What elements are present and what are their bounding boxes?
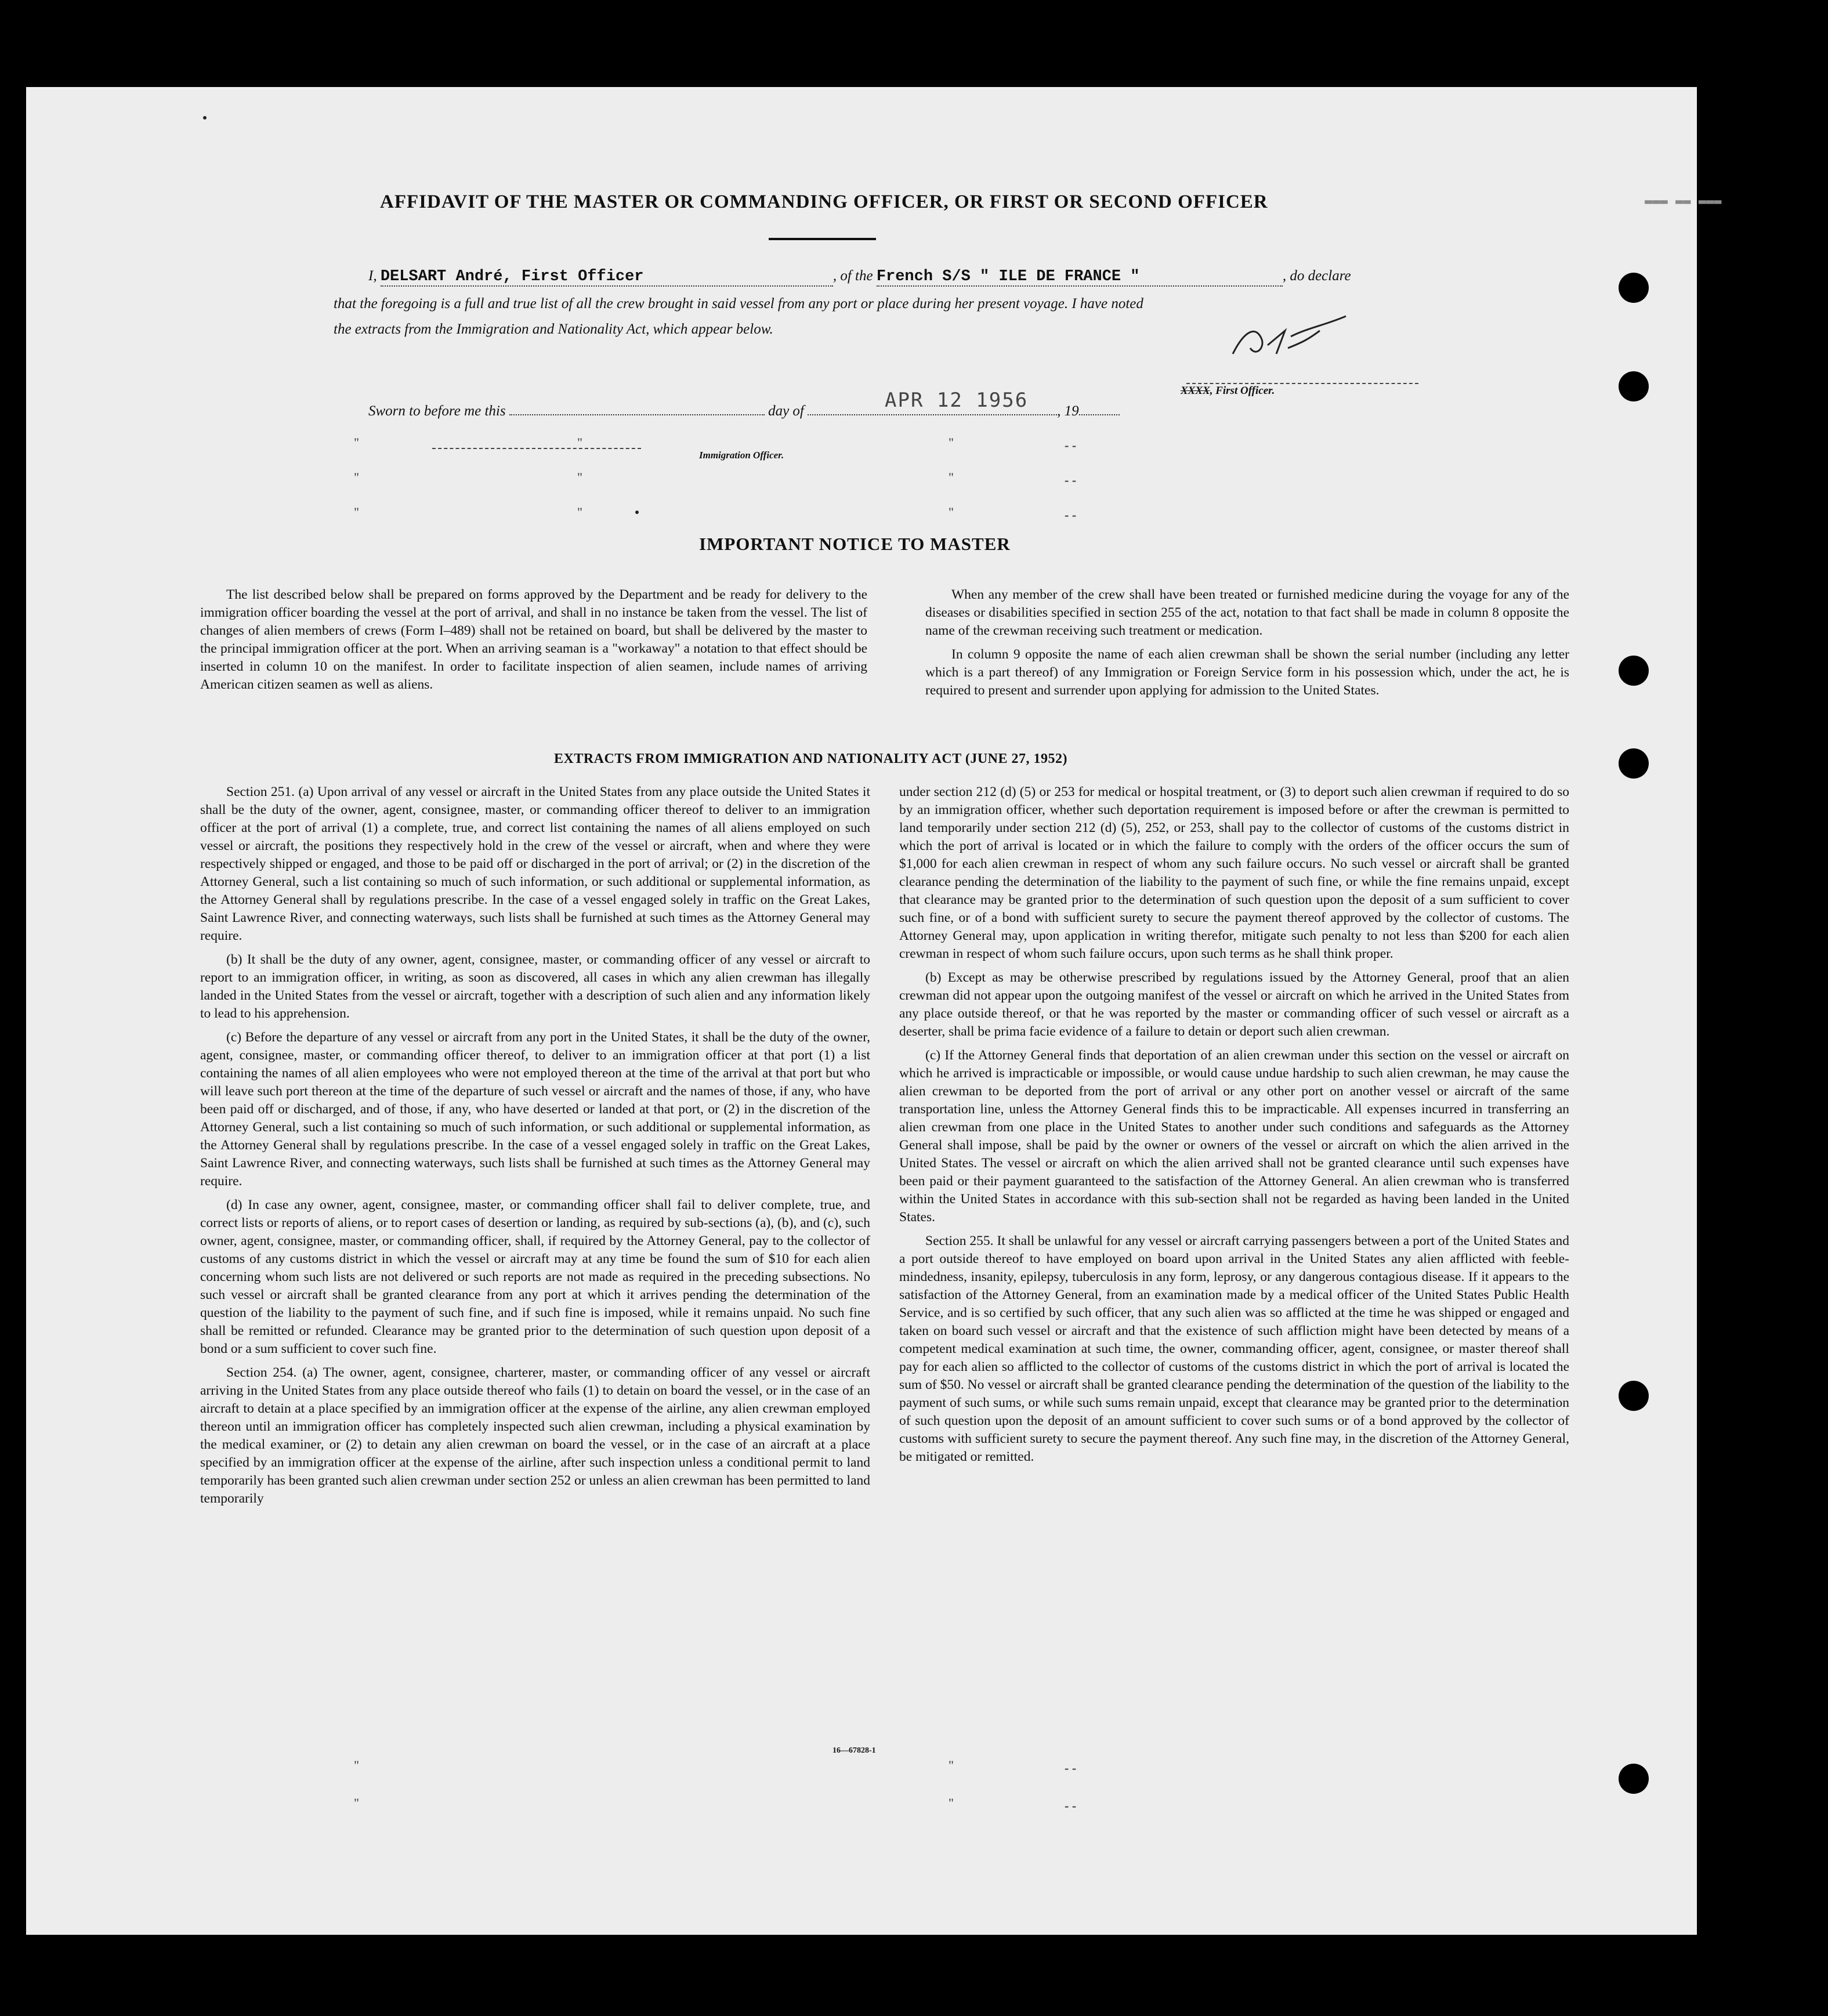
section-251b: (b) It shall be the duty of any owner, agent, consignee, master, or commanding officer of any vessel or aircraft to report to an immigration officer, in writing, as soon as discovered, all cases in which any alien crewman has illegally landed in the United States from the vessel or aircraft, together with a description of such alien and any information likely to lead to his apprehension. bbox=[200, 952, 870, 1021]
notice-right-text-2: In column 9 opposite the name of each alien crewman shall be shown the serial number (including any letter which is a part thereof) of any Immigration or Foreign Service form in his possession which, under the act, he is required to present and surrender upon applying for admission to the United States. bbox=[925, 647, 1569, 698]
declaration-line-1 bbox=[368, 268, 1351, 287]
day-of-label: day of bbox=[768, 403, 804, 419]
of-the-label: , of the bbox=[832, 268, 873, 284]
notice-left-column bbox=[200, 586, 867, 700]
section-251d: (d) In case any owner, agent, consignee, master, or commanding officer shall fail to deliver complete, true, and correct lists or reports of aliens, or to report cases of desertion or landing, as required by sub-sections (a), (b), and (c), such owner, agent, consignee, master, or commanding officer, shall, if required by the Attorney General, pay to the collector of customs of any customs district in which the vessel or aircraft may at any time be found the sum of $10 for each alien concerning whom such lists are not delivered or such reports are not made as required in the preceding subsections. No such vessel or aircraft shall be granted clearance from any port at which it arrives pending the determination of the question of the liability to the payment of such fine, and if such fine is imposed, while it remains unpaid. No such fine shall be remitted or refunded. Clearance may be granted prior to the determination of such question upon deposit of a bond or a sum sufficient to cover such fine. bbox=[200, 1197, 870, 1356]
do-declare-label: , do declare bbox=[1282, 268, 1351, 284]
ditto-mark: " bbox=[577, 470, 582, 484]
section-251a: Section 251. (a) Upon arrival of any vessel or aircraft in the United States from any place outside the United States it shall be the duty of the owner, agent, consignee, master, or commanding officer thereof to deliver to an immigration officer at the port of arrival (1) a complete, true, and correct list containing the names of all aliens employed on such vessel or aircraft, the positions they respectively hold in the crew of the vessel or aircraft, when and where they were respectively shipped or engaged, and those to be paid off or discharged in the port of arrival; or (2) in the discretion of the Attorney General, such a list containing so much of such information, or such additional or supplemental information, as the Attorney General shall by regulations prescribe. In the case of a vessel engaged solely in traffic on the Great Lakes, Saint Lawrence River, and connecting waterways, such lists shall be furnished at such times as the Attorney General may require. bbox=[200, 784, 870, 943]
immigration-officer-caption: Immigration Officer. bbox=[699, 450, 784, 461]
section-254b: (b) Except as may be otherwise prescribed by regulations issued by the Attorney General, proof that an alien crewman did not appear upon the outgoing manifest of the vessel or aircraft on which he arrived in the United States from any place outside thereof, or that he was reported by the master or commanding officer of such vessel or aircraft as a deserter, shall be prima facie evidence of a failure to detain or deport such alien crewman. bbox=[899, 970, 1569, 1039]
punch-hole bbox=[1619, 1764, 1649, 1794]
ditto-dash: - - bbox=[1065, 473, 1077, 487]
extracts-heading: EXTRACTS FROM IMMIGRATION AND NATIONALITY ACT (JUNE 27, 1952) bbox=[554, 751, 1067, 766]
notice-right-column bbox=[925, 586, 1569, 705]
signature-caption: XXXX, First Officer. bbox=[1181, 385, 1275, 397]
section-251c: (c) Before the departure of any vessel or aircraft from any port in the United States, it shall be the duty of the owner, agent, consignee, master, or commanding officer thereof, to deliver to an immigration officer at that port (1) a list containing the names of all alien employees who were not employed thereon at the time of the arrival at that port but who will leave such port thereon at the time of the departure of such vessel or aircraft and the names of those, if any, who have been paid off or discharged, and of those, if any, who have deserted or landed at that port, or (2) in the discretion of the Attorney General, such a list containing so much of such information, or such additional or supplemental information, as the Attorney General shall by regulations prescribe. In the case of a vessel engaged solely in traffic on the Great Lakes, Saint Lawrence River, and connecting waterways, such lists shall be furnished at such times as the Attorney General may require. bbox=[200, 1030, 870, 1189]
vessel-name: French S/S " ILE DE FRANCE " bbox=[876, 268, 1140, 285]
ditto-mark: " bbox=[354, 435, 359, 450]
ditto-mark: " bbox=[949, 1796, 954, 1810]
scan-speck bbox=[635, 511, 639, 514]
section-255: Section 255. It shall be unlawful for any vessel or aircraft carrying passengers between a port of the United States and a port outside thereof to have employed on board upon arrival in the United States any alien afflicted with feeble-mindedness, insanity, epilepsy, tuberculosis in any form, leprosy, or any dangerous contagious disease. If it appears to the satisfaction of the Attorney General, from an examination made by a medical officer of the United States Public Health Service, and is so certified by such officer, that any such alien was so afflicted at the time he was shipped or engaged and taken on board such vessel or aircraft and that the existence of such affliction might have been detected by means of a competent medical examination at such time, the owner, commanding officer, agent, consignee, or master thereof shall pay for each alien so afflicted to the collector of customs of the customs district in which the port of arrival is located the sum of $50. No vessel or aircraft shall be granted clearance pending the determination of the question of the liability to the payment of such sums, or while such sums remain unpaid, except that clearance may be granted prior to the determination of such question upon the deposit of an amount sufficient to cover such sums or of a bond approved by the collector of customs with sufficient surety to secure the payment thereof. Any such fine may, in the discretion of the Attorney General, be mitigated or remitted. bbox=[899, 1233, 1569, 1464]
document-page bbox=[26, 87, 1722, 1935]
ditto-mark: " bbox=[354, 505, 359, 519]
declaration-line-2: that the foregoing is a full and true list of all the crew brought in said vessel from any port or place during her present voyage. I have noted bbox=[334, 296, 1143, 312]
ditto-mark: " bbox=[577, 505, 582, 519]
punch-hole bbox=[1619, 748, 1649, 779]
sworn-label: Sworn to before me this bbox=[368, 403, 506, 419]
declaration-line-3: the extracts from the Immigration and Nationality Act, which appear below. bbox=[334, 321, 773, 337]
year-prefix: , 19 bbox=[1057, 403, 1079, 419]
ditto-dash: - - bbox=[1065, 1761, 1077, 1775]
notice-heading: IMPORTANT NOTICE TO MASTER bbox=[699, 534, 1011, 554]
notice-right-text-1: When any member of the crew shall have been treated or furnished medicine during the voyage for any of the diseases or disabilities specified in section 255 of the act, notation to that fact shall be made in column 8 opposite the name of the crewman receiving such treatment or medication. bbox=[925, 587, 1569, 638]
section-254a: Section 254. (a) The owner, agent, consignee, charterer, master, or commanding officer of any vessel or aircraft arriving in the United States from any place outside thereof who fails (1) to detain on board the vessel, or in the case of an aircraft to detain at a place specified by an immigration officer at the expense of the airline, any alien crewman employed thereon until an immigration officer has completely inspected such alien crewman, including a physical examination by the medical examiner, or (2) to detain any alien crewman on board the vessel, or in the case of an aircraft at a place specified by an immigration officer at the expense of the airline, after such inspection unless a conditional permit to land temporarily has been granted such alien crewman under section 252 or unless an alien crewman has been permitted to land temporarily bbox=[200, 1365, 870, 1506]
ditto-mark: " bbox=[354, 470, 359, 484]
declaration-prefix: I, bbox=[368, 268, 377, 284]
ditto-dash: - - bbox=[1065, 438, 1077, 453]
ditto-dash: - - bbox=[1065, 508, 1077, 522]
extracts-right-column bbox=[899, 783, 1569, 1472]
title-underline bbox=[769, 238, 876, 240]
ditto-mark: " bbox=[354, 1796, 359, 1810]
officer-name: DELSART André, First Officer bbox=[380, 268, 644, 285]
ditto-mark: " bbox=[949, 470, 954, 484]
signature-line bbox=[1186, 383, 1418, 384]
notice-left-text: The list described below shall be prepared on forms approved by the Department and be ready for delivery to the immigration officer boarding the vessel at the port of arrival, and shall in no instance be taken from the vessel. The list of changes of alien members of crews (Form I–489) shall not be retained on board, but shall be delivered by the master to the principal immigration officer at the port. When an arriving seaman is a "workaway" a notation to that effect should be inserted in column 10 on the manifest. In order to facilitate inspection of alien seamen, include names of arriving American citizen seamen as well as aliens. bbox=[200, 587, 867, 692]
ditto-mark: " bbox=[949, 435, 954, 450]
ditto-mark: " bbox=[577, 435, 582, 450]
ditto-mark: " bbox=[949, 1758, 954, 1772]
extracts-left-column bbox=[200, 783, 870, 1514]
section-254a-continued: under section 212 (d) (5) or 253 for medical or hospital treatment, or (3) to deport such alien crewman if required to do so by an immigration officer, whether such deportation requirement is imposed before or after the crewman is permitted to land temporarily under section 212 (d) (5), 252, or 253, shall pay to the collector of customs of the customs district in which the port of arrival is located or in which the failure to comply with the orders of the officer occurs the sum of $1,000 for each alien crewman in respect of whom any such failure occurs. No such vessel or aircraft shall be granted clearance pending the determination of the liability to the payment of such fine, or while the fine remains unpaid, except that clearance may be granted prior to the determination of such question upon the deposit of a sum sufficient to cover such fine, or of a bond with sufficient surety to secure the payment thereof approved by the collector of customs. The Attorney General may, upon application in writing therefor, mitigate such penalty to not less than $200 for each alien crewman in respect of whom such failure occurs, upon such terms as he shall think proper. bbox=[899, 784, 1569, 961]
punch-hole bbox=[1619, 273, 1649, 303]
section-254c: (c) If the Attorney General finds that deportation of an alien crewman under this section on the vessel or aircraft on which he arrived is impracticable or impossible, or would cause undue hardship to such alien crewman, he may cause the alien crewman to be deported from the port of arrival or any other port on another vessel or aircraft of the same transportation line, unless the Attorney General finds this to be impracticable. All expenses incurred in transferring an alien crewman from one place in the United States to another under such conditions and safeguards as the Attorney General shall impose, shall be paid by the owner or owners of the vessel or aircraft on which the alien arrived in the United States. The vessel or aircraft on which the alien arrived shall not be granted clearance until such expenses have been paid or their payment guaranteed to the satisfaction of the Attorney General. An alien crewman who is transferred within the United States in accordance with this sub-section shall not be regarded as having been landed in the United States. bbox=[899, 1048, 1569, 1225]
bleed-through-text: ▬▬▬ ▬▬ ▬▬▬ bbox=[1645, 194, 1722, 209]
form-number: 16—67828-1 bbox=[832, 1746, 876, 1755]
document-title: AFFIDAVIT OF THE MASTER OR COMMANDING OFFICER, OR FIRST OR SECOND OFFICER bbox=[380, 191, 1268, 212]
scan-speck bbox=[203, 116, 207, 120]
ditto-dash: - - bbox=[1065, 1798, 1077, 1813]
punch-hole bbox=[1619, 1381, 1649, 1411]
punch-hole bbox=[1619, 656, 1649, 686]
punch-hole bbox=[1619, 371, 1649, 401]
officer-signature bbox=[1221, 313, 1349, 368]
ditto-mark: " bbox=[354, 1758, 359, 1772]
date-stamp: APR 12 1956 bbox=[885, 389, 1029, 412]
ditto-mark: " bbox=[949, 505, 954, 519]
immigration-officer-line bbox=[432, 448, 641, 449]
